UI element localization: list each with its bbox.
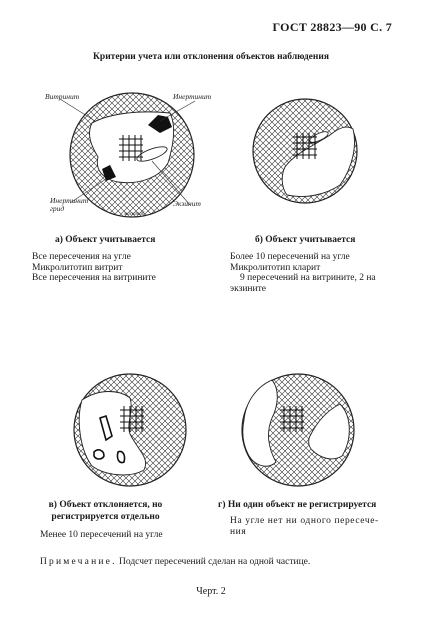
- text-a-line-2: Микролитотип витрит: [32, 262, 123, 273]
- text-b-line-1: Более 10 пересечений на угле: [230, 252, 350, 262]
- figure-b-diagram: [245, 95, 370, 210]
- label-scale: масштаб: [124, 212, 145, 217]
- text-b-line-4: экзините: [230, 283, 266, 294]
- footnote: [40, 557, 310, 567]
- label-inertinit: Инертинит: [173, 92, 212, 101]
- caption-c: [0, 500, 211, 523]
- text-b-line-3: 9 пересечений на витрините, 2 на: [240, 273, 376, 283]
- caption-a: а) Объект учитывается: [55, 235, 156, 245]
- page-title: Критерии учета или отклонения объектов наблюдения: [93, 52, 329, 62]
- footnote-text: Подсчет пересечений сделан на одной частице.: [116, 557, 311, 567]
- text-a-line-1: Все пересечения на угле: [32, 252, 131, 262]
- text-block-b: [230, 252, 405, 294]
- label-ekzinit: Экзинит: [173, 199, 201, 208]
- caption-c-line-2: регистрируется отдельно: [51, 511, 160, 522]
- standard-header: ГОСТ 28823—90 С. 7: [272, 20, 392, 34]
- figure-d-diagram: [228, 370, 368, 490]
- text-b-line-2: Микролитотип кларит: [230, 262, 321, 273]
- caption-b: б) Объект учитывается: [255, 235, 356, 245]
- figure-c-diagram: [60, 370, 200, 490]
- text-block-a: [32, 252, 156, 284]
- text-d-line-1: На угле нет ни одного пересече-: [230, 516, 379, 526]
- figure-number: Черт. 2: [196, 586, 226, 597]
- text-block-d: [230, 516, 390, 537]
- caption-d: г) Ни один объект не регистрируется: [218, 500, 377, 510]
- text-c-line-1: Менее 10 пересечений на угле: [40, 530, 163, 540]
- footnote-label: Примечание.: [40, 557, 117, 567]
- caption-c-line-1: в) Объект отклоняется, но: [48, 500, 163, 510]
- label-inertinit-grid: Инертинит грид: [50, 196, 89, 213]
- text-d-line-2: ния: [230, 526, 247, 537]
- label-vitrinit: Витринит: [45, 92, 80, 101]
- text-a-line-3: Все пересечения на витрините: [32, 273, 156, 283]
